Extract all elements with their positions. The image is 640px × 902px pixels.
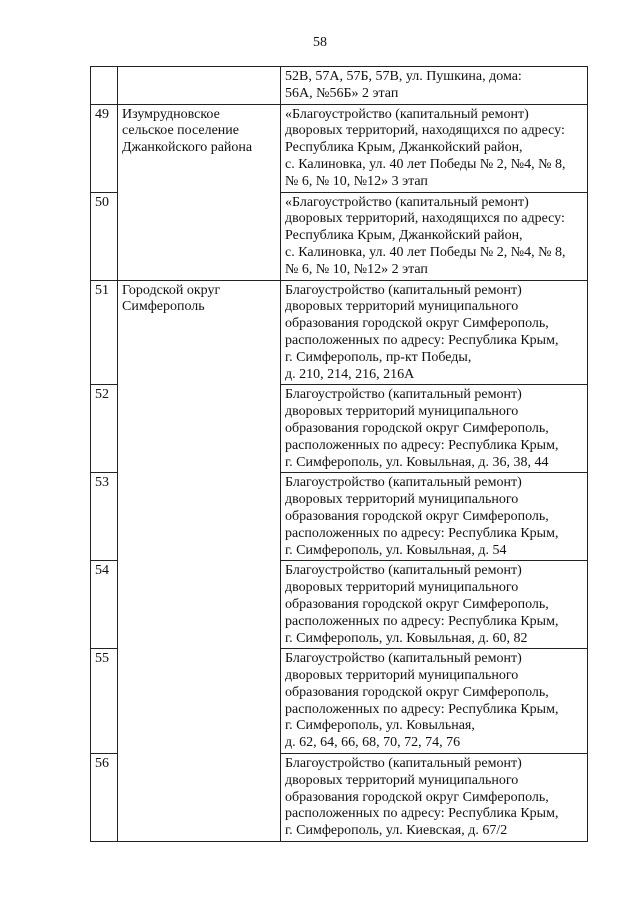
table-row — [91, 192, 588, 280]
description-line: дворовых территорий муниципального — [285, 404, 519, 420]
description-line: дворовых территорий муниципального — [285, 492, 519, 508]
table-row — [91, 280, 588, 385]
description-line: расположенных по адресу: Республика Крым, — [285, 437, 559, 453]
description-line: г. Симферополь, ул. Ковыльная, — [285, 718, 475, 734]
description-line: расположенных по адресу: Республика Крым, — [285, 332, 559, 348]
project-description-cell — [281, 473, 588, 561]
description-line: Республика Крым, Джанкойский район, — [285, 228, 523, 244]
description-line: Благоустройство (капитальный ремонт) — [285, 475, 522, 491]
project-description-cell — [281, 104, 588, 192]
row-number: 49 — [91, 104, 118, 192]
row-number: 51 — [91, 280, 118, 385]
description-line: расположенных по адресу: Республика Крым, — [285, 525, 559, 541]
municipality-cell — [118, 754, 281, 842]
municipality-line: Городской округ — [122, 282, 221, 298]
description-line: г. Симферополь, ул. Киевская, д. 67/2 — [285, 823, 508, 839]
row-number: 53 — [91, 473, 118, 561]
row-number: 50 — [91, 192, 118, 280]
row-number: 56 — [91, 754, 118, 842]
project-description-cell — [281, 754, 588, 842]
row-number — [91, 67, 118, 105]
page-number: 58 — [313, 35, 327, 50]
description-line: дворовых территорий, находящихся по адресу: — [285, 123, 565, 139]
municipality-line: Симферополь — [122, 299, 205, 315]
description-line: образования городской округ Симферополь, — [285, 316, 549, 332]
municipality-line: сельское поселение — [122, 123, 239, 139]
description-line: расположенных по адресу: Республика Крым, — [285, 806, 559, 822]
table-row — [91, 67, 588, 105]
description-line: дворовых территорий муниципального — [285, 668, 519, 684]
description-line: г. Симферополь, ул. Ковыльная, д. 60, 82 — [285, 630, 528, 646]
table-row — [91, 473, 588, 561]
municipality-cell — [118, 561, 281, 649]
description-line: образования городской округ Симферополь, — [285, 420, 549, 436]
description-line: 56А, №56Б» 2 этап — [285, 85, 399, 101]
description-line: с. Калиновка, ул. 40 лет Победы № 2, №4, № 8, — [285, 156, 566, 172]
municipality-cell — [118, 649, 281, 754]
description-line: д. 210, 214, 216, 216А — [285, 366, 415, 382]
table-body — [91, 67, 588, 842]
description-line: г. Симферополь, ул. Ковыльная, д. 54 — [285, 542, 507, 558]
description-line: Благоустройство (капитальный ремонт) — [285, 563, 522, 579]
project-description-cell — [281, 385, 588, 473]
municipality-cell — [118, 385, 281, 473]
project-description-cell — [281, 280, 588, 385]
description-line: № 6, № 10, №12» 3 этап — [285, 173, 428, 189]
municipality-cell — [118, 473, 281, 561]
description-line: Благоустройство (капитальный ремонт) — [285, 387, 522, 403]
description-line: «Благоустройство (капитальный ремонт) — [285, 194, 529, 210]
municipality-cell — [118, 280, 281, 385]
table-row — [91, 385, 588, 473]
row-number: 52 — [91, 385, 118, 473]
project-description-cell — [281, 192, 588, 280]
description-line: Благоустройство (капитальный ремонт) — [285, 756, 522, 772]
description-line: дворовых территорий муниципального — [285, 299, 519, 315]
description-line: дворовых территорий муниципального — [285, 772, 519, 788]
description-line: «Благоустройство (капитальный ремонт) — [285, 106, 529, 122]
table-row — [91, 649, 588, 754]
description-line: Республика Крым, Джанкойский район, — [285, 140, 523, 156]
description-line: дворовых территорий муниципального — [285, 580, 519, 596]
project-description-cell — [281, 561, 588, 649]
table-row — [91, 104, 588, 192]
table-row — [91, 754, 588, 842]
project-description-cell — [281, 67, 588, 105]
description-line: образования городской округ Симферополь, — [285, 684, 549, 700]
project-description-cell — [281, 649, 588, 754]
municipality-line: Изумрудновское — [122, 106, 220, 122]
description-line: г. Симферополь, ул. Ковыльная, д. 36, 38, 44 — [285, 454, 549, 470]
description-line: с. Калиновка, ул. 40 лет Победы № 2, №4, № 8, — [285, 244, 566, 260]
description-line: Благоустройство (капитальный ремонт) — [285, 651, 522, 667]
description-line: расположенных по адресу: Республика Крым, — [285, 701, 559, 717]
description-line: Благоустройство (капитальный ремонт) — [285, 282, 522, 298]
description-line: 52В, 57А, 57Б, 57В, ул. Пушкина, дома: — [285, 69, 522, 84]
description-line: № 6, № 10, №12» 2 этап — [285, 261, 428, 277]
description-line: образования городской округ Симферополь, — [285, 596, 549, 612]
municipality-cell — [118, 192, 281, 280]
row-number: 54 — [91, 561, 118, 649]
table-row — [91, 561, 588, 649]
description-line: образования городской округ Симферополь, — [285, 789, 549, 805]
description-line: г. Симферополь, пр-кт Победы, — [285, 349, 472, 365]
row-number: 55 — [91, 649, 118, 754]
description-line: расположенных по адресу: Республика Крым, — [285, 613, 559, 629]
municipality-line: Джанкойского района — [122, 140, 253, 156]
municipality-cell — [118, 67, 281, 105]
description-line: образования городской округ Симферополь, — [285, 508, 549, 524]
projects-table — [90, 66, 588, 842]
municipality-cell — [118, 104, 281, 192]
description-line: д. 62, 64, 66, 68, 70, 72, 74, 76 — [285, 735, 461, 751]
description-line: дворовых территорий, находящихся по адресу: — [285, 211, 565, 227]
